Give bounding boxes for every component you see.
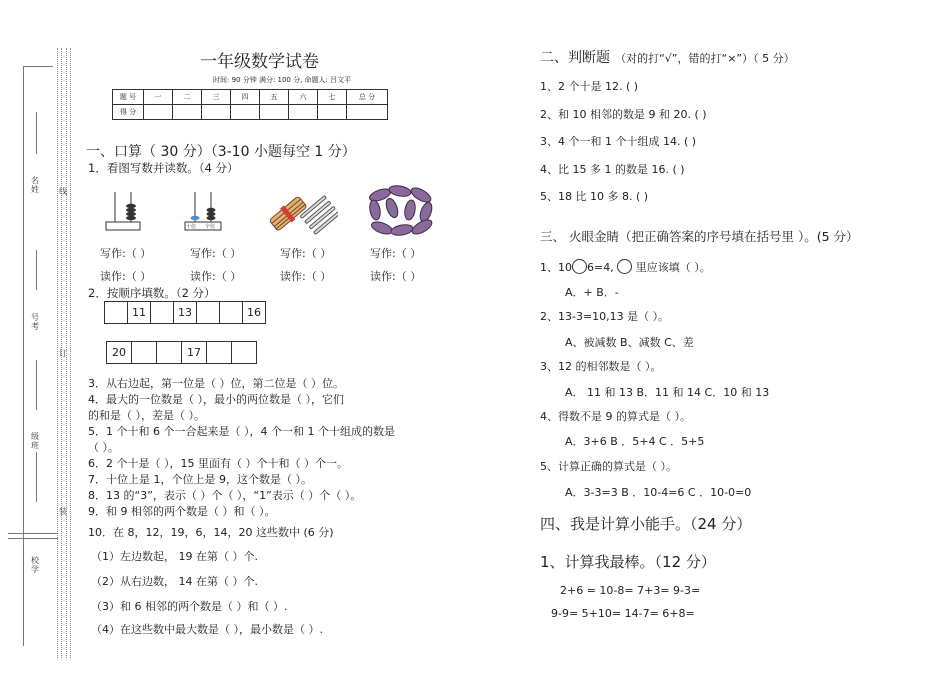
read-3[interactable]: 读作:（ ） bbox=[280, 270, 332, 283]
write-1[interactable]: 写作:（ ） bbox=[100, 247, 152, 260]
abacus-tag-ones: 个位 bbox=[205, 224, 216, 230]
score-table bbox=[112, 89, 388, 120]
seq-cell[interactable] bbox=[105, 302, 128, 323]
seq-cell[interactable] bbox=[157, 342, 182, 363]
blank-circle-icon[interactable] bbox=[617, 259, 632, 274]
seq-cell[interactable] bbox=[197, 302, 220, 323]
mc-1-options: A．+ B．- bbox=[565, 286, 619, 299]
mc-item-2: 2、13-3=10,13 是（ ）。 bbox=[540, 310, 670, 323]
score-cell: 七 bbox=[318, 90, 347, 105]
score-cell[interactable] bbox=[260, 105, 289, 120]
question-1: 1．看图写数并读数。（4 分） bbox=[88, 161, 239, 175]
question-7: 7．十位上是 1，个位上是 9，这个数是（ ）。 bbox=[88, 473, 312, 486]
peanuts-image bbox=[366, 182, 438, 238]
score-cell: 题 号 bbox=[113, 90, 144, 105]
sticks-bundle-image bbox=[268, 193, 338, 235]
mc-2-options: A、被减数 B、减数 C、差 bbox=[565, 336, 694, 349]
section-4-title: 四、我是计算小能手。（24 分） bbox=[540, 515, 752, 533]
score-cell[interactable] bbox=[202, 105, 231, 120]
section-2-title: 二、判断题 bbox=[540, 50, 610, 66]
mc-item-1 bbox=[540, 259, 711, 275]
mc-4-options: A．3+6 B ．5+4 C ．5+5 bbox=[565, 435, 705, 448]
score-cell: 五 bbox=[260, 90, 289, 105]
section-2-heading bbox=[540, 47, 795, 67]
seq-cell[interactable] bbox=[232, 342, 256, 363]
score-cell: 一 bbox=[144, 90, 173, 105]
question-10-3: （3）和 6 相邻的两个数是（ ）和（ ）. bbox=[91, 600, 288, 613]
score-table-header-row bbox=[113, 90, 388, 105]
section-3-title: 三、 火眼金睛（把正确答案的序号填在括号里 ）。(5 分） bbox=[540, 229, 859, 244]
score-cell[interactable] bbox=[289, 105, 318, 120]
read-2[interactable]: 读作:（ ） bbox=[190, 270, 242, 283]
section-2-note: （对的打“√”，错的打“×”）（ 5 分） bbox=[615, 52, 795, 65]
seq-cell: 17 bbox=[182, 342, 207, 363]
question-5-line-2: （ ）。 bbox=[88, 441, 119, 454]
seq-cell: 13 bbox=[174, 302, 197, 323]
mc-1-mid: 6=4, bbox=[587, 261, 614, 274]
question-5-line-1: 5．1 个十和 6 个一合起来是（ ），4 个一和 1 个十组成的数是 bbox=[88, 425, 395, 438]
abacus-1-image bbox=[104, 190, 144, 234]
mc-1-suffix: 里应该填（ ）。 bbox=[635, 261, 711, 274]
tf-item-2: 2、和 10 相邻的数是 9 和 20. ( ) bbox=[540, 108, 707, 121]
seq-cell[interactable] bbox=[132, 342, 157, 363]
score-table-score-row bbox=[113, 105, 388, 120]
sequence-boxes-1 bbox=[104, 301, 266, 324]
seq-cell: 16 bbox=[247, 306, 261, 319]
write-4[interactable]: 写作:（ ） bbox=[370, 247, 422, 260]
read-4[interactable]: 读作:（ ） bbox=[370, 270, 422, 283]
page-title: 一年级数学试卷 bbox=[200, 52, 319, 72]
question-9: 9．和 9 相邻的两个数是（ ）和（ ）。 bbox=[88, 505, 276, 518]
blank-circle-icon[interactable] bbox=[572, 259, 587, 274]
question-2: 2．按顺序填数。（2 分） bbox=[88, 286, 216, 300]
score-cell[interactable] bbox=[347, 105, 388, 120]
mc-item-5: 5、计算正确的算式是（ ）。 bbox=[540, 460, 677, 473]
section-4-1-title: 1、计算我最棒。（12 分） bbox=[540, 553, 716, 571]
question-10-1: （1）左边数起， 19 在第（ ）个. bbox=[91, 550, 258, 563]
question-10-4: （4）在这些数中最大数是（ ），最小数是（ ）. bbox=[91, 623, 323, 636]
section-1-title: 一、口算（ 30 分）（3-10 小题每空 1 分） bbox=[86, 144, 356, 160]
mc-item-4: 4、得数不是 9 的算式是（ ）。 bbox=[540, 410, 691, 423]
question-4-line-2: 的和是（ ），差是（ ）。 bbox=[88, 409, 205, 422]
question-6: 6．2 个十是（ ），15 里面有（ ）个十和（ ）个一。 bbox=[88, 457, 348, 470]
score-cell: 六 bbox=[289, 90, 318, 105]
tf-item-4: 4、比 15 多 1 的数是 16. ( ) bbox=[540, 163, 685, 176]
score-cell: 二 bbox=[173, 90, 202, 105]
margin-label-class: 级 班 bbox=[31, 432, 39, 450]
score-cell[interactable] bbox=[318, 105, 347, 120]
score-cell: 四 bbox=[231, 90, 260, 105]
question-10-2: （2）从右边数， 14 在第（ ）个. bbox=[91, 575, 258, 588]
score-cell: 得 分 bbox=[113, 105, 144, 120]
calc-row-1: 2+6 = 10-8= 7+3= 9-3= bbox=[560, 584, 701, 597]
score-cell[interactable] bbox=[231, 105, 260, 120]
question-3: 3．从右边起，第一位是（ ）位，第二位是（ ）位。 bbox=[88, 377, 344, 390]
sequence-boxes-2 bbox=[106, 341, 257, 364]
exam-meta: 时间: 90 分钟 满分: 100 分, 命题人: 吕文平 bbox=[213, 76, 352, 84]
score-cell: 总 分 bbox=[347, 90, 388, 105]
score-cell: 三 bbox=[202, 90, 231, 105]
tf-item-3: 3、4 个一和 1 个十组成 14. ( ) bbox=[540, 135, 697, 148]
tf-item-1: 1、2 个十是 12. ( ) bbox=[540, 80, 639, 93]
mc-3-options: A． 11 和 13 B．11 和 14 C．10 和 13 bbox=[565, 386, 770, 399]
score-cell[interactable] bbox=[144, 105, 173, 120]
calc-row-2: 9-9= 5+10= 14-7= 6+8= bbox=[551, 607, 695, 620]
mc-5-options: A．3-3=3 B ．10-4=6 C ．10-0=0 bbox=[565, 486, 752, 499]
mc-item-3: 3、12 的相邻数是（ ）。 bbox=[540, 360, 662, 373]
mc-1-prefix: 1、10 bbox=[540, 261, 572, 274]
write-2[interactable]: 写作:（ ） bbox=[190, 247, 242, 260]
score-cell[interactable] bbox=[173, 105, 202, 120]
margin-label-name: 名 姓 bbox=[31, 176, 39, 194]
margin-label-install: 装 bbox=[59, 507, 67, 516]
seq-cell: 20 bbox=[107, 342, 132, 363]
margin-label-bind: 订 bbox=[59, 349, 67, 358]
margin-label-exam-no: 号 考 bbox=[31, 313, 39, 331]
seq-cell[interactable] bbox=[207, 342, 232, 363]
seq-cell: 11 bbox=[128, 302, 151, 323]
margin-label-school: 校 学 bbox=[31, 556, 39, 574]
read-1[interactable]: 读作:（ ） bbox=[100, 270, 152, 283]
question-8: 8．13 的“3”，表示（ ）个（ ），“1”表示（ ）个（ ）。 bbox=[88, 489, 362, 502]
abacus-tag-tens: 十位 bbox=[186, 224, 197, 230]
tf-item-5: 5、18 比 10 多 8. ( ) bbox=[540, 190, 649, 203]
question-10: 10．在 8，12，19，6，14，20 这些数中 (6 分) bbox=[88, 526, 334, 539]
seq-cell[interactable] bbox=[151, 302, 174, 323]
write-3[interactable]: 写作:（ ） bbox=[280, 247, 332, 260]
margin-label-line: 线 bbox=[59, 187, 67, 196]
seq-cell[interactable] bbox=[220, 302, 243, 323]
question-4-line-1: 4．最大的一位数是（ ），最小的两位数是（ ），它们 bbox=[88, 393, 344, 406]
